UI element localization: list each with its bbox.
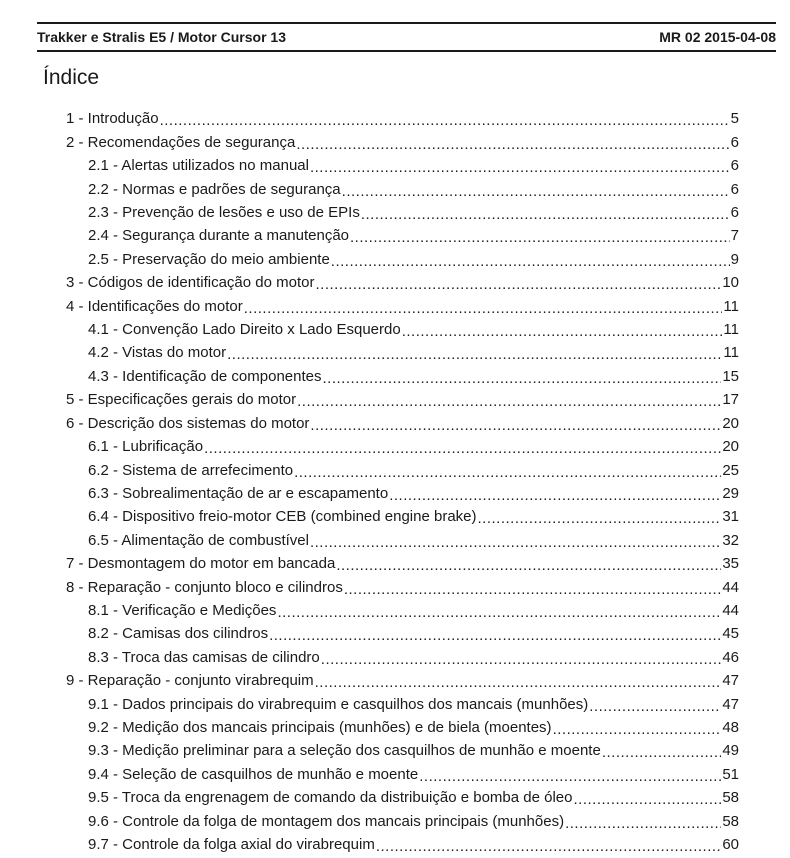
toc-entry[interactable] [66,455,739,478]
toc-entry[interactable] [66,502,739,525]
toc-entry-page-number: 11 [723,297,739,315]
toc-entry-page-number: 60 [722,836,739,853]
toc-entry-label: 9.7 - Controle da folga axial do virabrequim [88,836,375,853]
toc-entry[interactable] [66,713,739,736]
toc-dot-leader [402,323,723,338]
page-title: Índice [43,66,100,89]
toc-entry-label: 2.2 - Normas e padrões de segurança [88,180,341,198]
toc-entry-page-number: 29 [722,484,739,502]
toc-entry[interactable] [66,642,739,665]
toc-entry[interactable] [66,408,739,431]
toc-entry[interactable] [66,361,739,384]
toc-entry[interactable] [66,572,739,595]
toc-entry-label: 9.2 - Medição dos mancais principais (munhões) e de biela (moentes) [88,718,552,736]
toc-entry[interactable] [66,666,739,689]
toc-entry-label: 6.4 - Dispositivo freio-motor CEB (combined engine brake) [88,508,477,526]
toc-dot-leader [315,674,722,689]
toc-entry-page-number: 49 [722,742,739,760]
toc-entry-label: 2.3 - Prevenção de lesões e uso de EPIs [88,204,360,222]
table-of-contents [66,104,739,853]
toc-entry-label: 6.5 - Alimentação de combustível [88,531,309,549]
toc-entry[interactable] [66,174,739,197]
toc-entry[interactable] [66,244,739,267]
toc-entry[interactable] [66,268,739,291]
toc-dot-leader [227,346,722,361]
toc-dot-leader [553,721,722,736]
toc-entry[interactable] [66,479,739,502]
toc-dot-leader [336,557,721,572]
toc-entry-page-number: 6 [730,180,739,198]
toc-entry-page-number: 44 [722,601,739,619]
toc-dot-leader [602,744,722,759]
toc-entry-label: 6 - Descrição dos sistemas do motor [66,414,310,432]
toc-entry-label: 9.5 - Troca da engrenagem de comando da distribuição e bomba de óleo [88,789,573,807]
toc-dot-leader [376,838,721,853]
toc-entry-label: 6.1 - Lubrificação [88,438,204,456]
toc-entry-label: 6.2 - Sistema de arrefecimento [88,461,294,479]
toc-dot-leader [478,510,722,525]
toc-entry-label: 2 - Recomendações de segurança [66,133,296,151]
toc-entry[interactable] [66,385,739,408]
toc-entry-page-number: 51 [722,765,739,783]
toc-entry-label: 9.4 - Seleção de casquilhos de munhão e moente [88,765,419,783]
toc-dot-leader [204,440,721,455]
toc-entry-page-number: 25 [722,461,739,479]
toc-entry-label: 4.2 - Vistas do motor [88,344,227,362]
toc-entry[interactable] [66,736,739,759]
toc-entry-label: 8.3 - Troca das camisas de cilindro [88,648,320,666]
toc-entry[interactable] [66,221,739,244]
toc-entry-label: 4 - Identificações do motor [66,297,243,315]
toc-entry[interactable] [66,549,739,572]
toc-entry-page-number: 58 [722,789,739,807]
toc-dot-leader [297,393,721,408]
toc-dot-leader [315,276,721,291]
header-revision-date: MR 02 2015-04-08 [659,29,776,45]
toc-entry[interactable] [66,759,739,782]
toc-entry-label: 9.6 - Controle da folga de montagem dos mancais principais (munhões) [88,812,565,830]
toc-entry-label: 8 - Reparação - conjunto bloco e cilindros [66,578,343,596]
toc-entry-label: 4.1 - Convenção Lado Direito x Lado Esquerdo [88,321,401,339]
toc-dot-leader [244,300,723,315]
toc-entry-page-number: 35 [722,555,739,573]
toc-dot-leader [589,698,721,713]
document-header [37,22,776,52]
toc-dot-leader [310,159,730,174]
toc-entry-page-number: 17 [722,391,739,409]
toc-entry[interactable] [66,596,739,619]
toc-entry[interactable] [66,315,739,338]
toc-entry-page-number: 46 [722,648,739,666]
toc-entry-page-number: 15 [722,367,739,385]
toc-entry-page-number: 6 [730,133,739,151]
toc-entry-label: 3 - Códigos de identificação do motor [66,274,315,292]
toc-entry-page-number: 11 [723,344,739,362]
toc-entry-label: 9.1 - Dados principais do virabrequim e casquilhos dos mancais (munhões) [88,695,589,713]
toc-entry-label: 2.4 - Segurança durante a manutenção [88,227,350,245]
toc-entry-page-number: 32 [722,531,739,549]
toc-dot-leader [310,417,721,432]
toc-dot-leader [331,253,730,268]
toc-dot-leader [269,627,721,642]
toc-entry-page-number: 5 [730,110,739,128]
toc-entry-page-number: 44 [722,578,739,596]
toc-dot-leader [350,229,730,244]
toc-entry[interactable] [66,104,739,127]
toc-entry[interactable] [66,806,739,829]
toc-entry-label: 9.3 - Medição preliminar para a seleção dos casquilhos de munhão e moente [88,742,601,760]
toc-entry[interactable] [66,338,739,361]
toc-dot-leader [419,768,721,783]
toc-entry-page-number: 7 [730,227,739,245]
toc-entry-page-number: 31 [722,508,739,526]
toc-entry-page-number: 11 [723,321,739,339]
toc-entry-label: 9 - Reparação - conjunto virabrequim [66,672,314,690]
toc-entry[interactable] [66,783,739,806]
toc-dot-leader [322,370,721,385]
toc-entry[interactable] [66,689,739,712]
toc-entry-page-number: 47 [722,672,739,690]
toc-entry[interactable] [66,127,739,150]
toc-entry-label: 2.5 - Preservação do meio ambiente [88,250,330,268]
toc-dot-leader [565,815,721,830]
toc-dot-leader [573,791,721,806]
toc-entry-label: 5 - Especificações gerais do motor [66,391,297,409]
toc-entry-page-number: 45 [722,625,739,643]
toc-entry[interactable] [66,525,739,548]
toc-entry-label: 8.2 - Camisas dos cilindros [88,625,269,643]
toc-entry-page-number: 47 [722,695,739,713]
toc-entry-page-number: 9 [730,250,739,268]
toc-dot-leader [296,136,729,151]
toc-entry[interactable] [66,432,739,455]
toc-entry[interactable] [66,151,739,174]
toc-entry-page-number: 6 [730,204,739,222]
toc-dot-leader [294,464,721,479]
toc-dot-leader [310,534,721,549]
header-document-title: Trakker e Stralis E5 / Motor Cursor 13 [37,29,286,45]
toc-entry-label: 7 - Desmontagem do motor em bancada [66,555,336,573]
toc-dot-leader [160,112,730,127]
toc-dot-leader [342,183,730,198]
toc-entry[interactable] [66,619,739,642]
toc-entry[interactable] [66,830,739,853]
toc-dot-leader [321,651,722,666]
toc-entry-page-number: 58 [722,812,739,830]
toc-dot-leader [277,604,721,619]
toc-dot-leader [361,206,730,221]
toc-entry-page-number: 48 [722,718,739,736]
toc-entry-label: 2.1 - Alertas utilizados no manual [88,157,309,175]
toc-dot-leader [389,487,721,502]
toc-entry-page-number: 10 [722,274,739,292]
toc-entry-page-number: 20 [722,438,739,456]
toc-entry-label: 8.1 - Verificação e Medições [88,601,277,619]
toc-entry[interactable] [66,291,739,314]
toc-entry-page-number: 20 [722,414,739,432]
toc-entry[interactable] [66,198,739,221]
toc-entry-label: 1 - Introdução [66,110,159,128]
toc-entry-page-number: 6 [730,157,739,175]
toc-entry-label: 4.3 - Identificação de componentes [88,367,322,385]
toc-dot-leader [344,581,721,596]
toc-entry-label: 6.3 - Sobrealimentação de ar e escapamento [88,484,389,502]
